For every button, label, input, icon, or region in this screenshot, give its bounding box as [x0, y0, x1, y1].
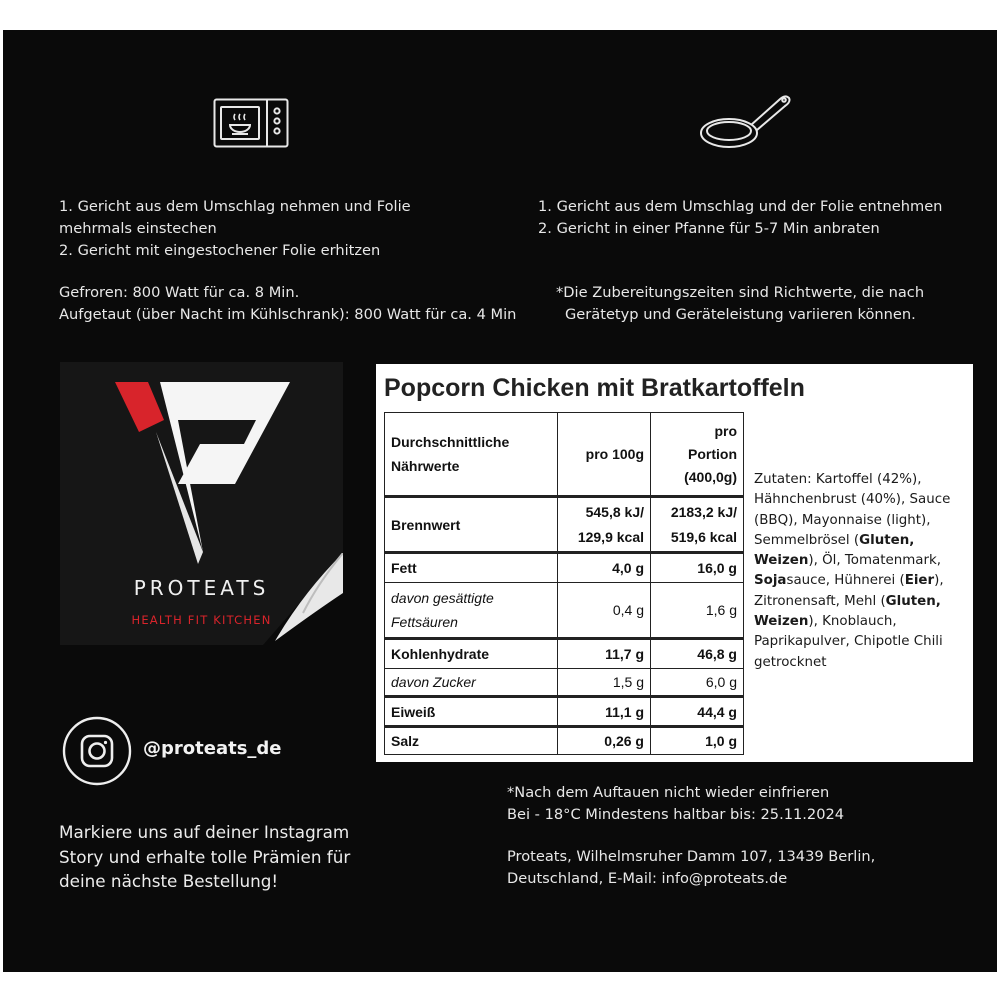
packaging-back-panel: [3, 30, 997, 972]
microwave-time-thawed: Aufgetaut (über Nacht im Kühlschrank): 800 Watt für ca. 4 Min: [59, 306, 517, 323]
energy-portion-kcal: 519,6 kcal: [670, 528, 737, 545]
saturated-per100: 0,4 g: [558, 583, 651, 639]
promo-line-2: Story und erhalte tolle Prämien für: [59, 846, 351, 867]
proteats-logo: [60, 362, 343, 645]
instagram-promo-text: [59, 820, 350, 894]
address-line-1: Proteats, Wilhelmsruher Damm 107, 13439 Berlin,: [507, 848, 876, 865]
row-salt-label: Salz: [385, 727, 558, 755]
energy-portion-kj: 2183,2 kJ/: [670, 503, 737, 520]
instagram-handle[interactable]: @proteats_de: [143, 738, 282, 759]
logo-brand-name: PROTEATS: [133, 576, 270, 600]
promo-line-3: deine nächste Bestellung!: [59, 871, 279, 891]
fat-per100: 4,0 g: [558, 553, 651, 583]
salt-portion: 1,0 g: [651, 727, 744, 755]
microwave-step-1b: mehrmals einstechen: [59, 220, 217, 237]
header-portion-line-3: (400,0g): [684, 468, 737, 485]
carbs-per100: 11,7 g: [558, 639, 651, 669]
pan-step-2: 2. Gericht in einer Pfanne für 5-7 Min anbraten: [538, 220, 880, 237]
prep-time-note-2: Gerätetyp und Geräteleistung variieren können.: [565, 306, 916, 323]
protein-per100: 11,1 g: [558, 697, 651, 727]
promo-line-1: Markiere uns auf deiner Instagram: [59, 822, 350, 842]
logo-tagline: HEALTH FIT KITCHEN: [131, 613, 272, 627]
header-portion-line-1: pro: [714, 422, 737, 439]
allergen-soja: Soja: [754, 573, 787, 589]
row-carbs-label: Kohlenhydrate: [385, 639, 558, 669]
nutrition-table: [384, 412, 744, 755]
header-label-line-2: Nährwerte: [391, 458, 460, 474]
storage-note-2: Bei - 18°C Mindestens haltbar bis: 25.11.2024: [507, 806, 845, 823]
ingredients-text-4: ), Zitronensaft, Mehl (: [754, 573, 944, 609]
salt-per100: 0,26 g: [558, 727, 651, 755]
sugar-per100: 1,5 g: [558, 669, 651, 697]
saturated-label-line-2: Fettsäuren: [391, 614, 458, 630]
energy-per100-kj: 545,8 kJ/: [585, 503, 644, 520]
ingredients-text-1: Zutaten: Kartoffel (42%), Hähnchenbrust (40%), Sauce (BBQ), Mayonnaise (light), Semmelbrösel (: [754, 472, 951, 548]
microwave-step-2: 2. Gericht mit eingestochener Folie erhitzen: [59, 242, 381, 259]
nutrition-facts-label: [376, 364, 973, 762]
sugar-portion: 6,0 g: [651, 669, 744, 697]
microwave-step-1a: 1. Gericht aus dem Umschlag nehmen und Folie: [59, 198, 411, 215]
ingredients-list: [754, 470, 966, 673]
microwave-time-frozen: Gefroren: 800 Watt für ca. 8 Min.: [59, 284, 300, 301]
row-energy-label: Brennwert: [385, 497, 558, 553]
allergen-eier: Eier: [904, 573, 935, 589]
ingredients-text-5: ), Knoblauch, Paprikapulver, Chipotle Chili getrocknet: [754, 614, 943, 670]
fat-portion: 16,0 g: [651, 553, 744, 583]
pan-step-1: 1. Gericht aus dem Umschlag und der Folie entnehmen: [538, 198, 943, 215]
microwave-icon: [213, 98, 289, 148]
energy-per100-kcal: 129,9 kcal: [577, 528, 644, 545]
ingredients-text-2: ), Öl, Tomatenmark,: [808, 553, 941, 569]
product-title: Popcorn Chicken mit Bratkartoffeln: [384, 374, 805, 402]
allergen-gluten-2: Gluten, Weizen: [754, 593, 941, 630]
row-fat-label: Fett: [385, 553, 558, 583]
header-label-line-1: Durchschnittliche: [391, 434, 510, 450]
header-per-100g: pro 100g: [558, 413, 651, 497]
address-line-2: Deutschland, E-Mail: info@proteats.de: [507, 870, 788, 887]
saturated-label-line-1: davon gesättigte: [391, 590, 494, 606]
carbs-portion: 46,8 g: [651, 639, 744, 669]
protein-portion: 44,4 g: [651, 697, 744, 727]
instagram-icon[interactable]: [61, 715, 133, 787]
frying-pan-icon: [699, 90, 795, 156]
allergen-gluten-1: Gluten, Weizen: [754, 532, 915, 569]
ingredients-text-3: sauce, Hühnerei (: [786, 573, 905, 589]
storage-note-1: *Nach dem Auftauen nicht wieder einfrieren: [507, 784, 830, 801]
saturated-portion: 1,6 g: [651, 583, 744, 639]
row-protein-label: Eiweiß: [385, 697, 558, 727]
row-sugar-label: davon Zucker: [385, 669, 558, 697]
header-portion-line-2: Portion: [688, 445, 737, 462]
sticker-curl-corner: [263, 553, 343, 645]
prep-time-note-1: *Die Zubereitungszeiten sind Richtwerte, die nach: [556, 284, 925, 301]
